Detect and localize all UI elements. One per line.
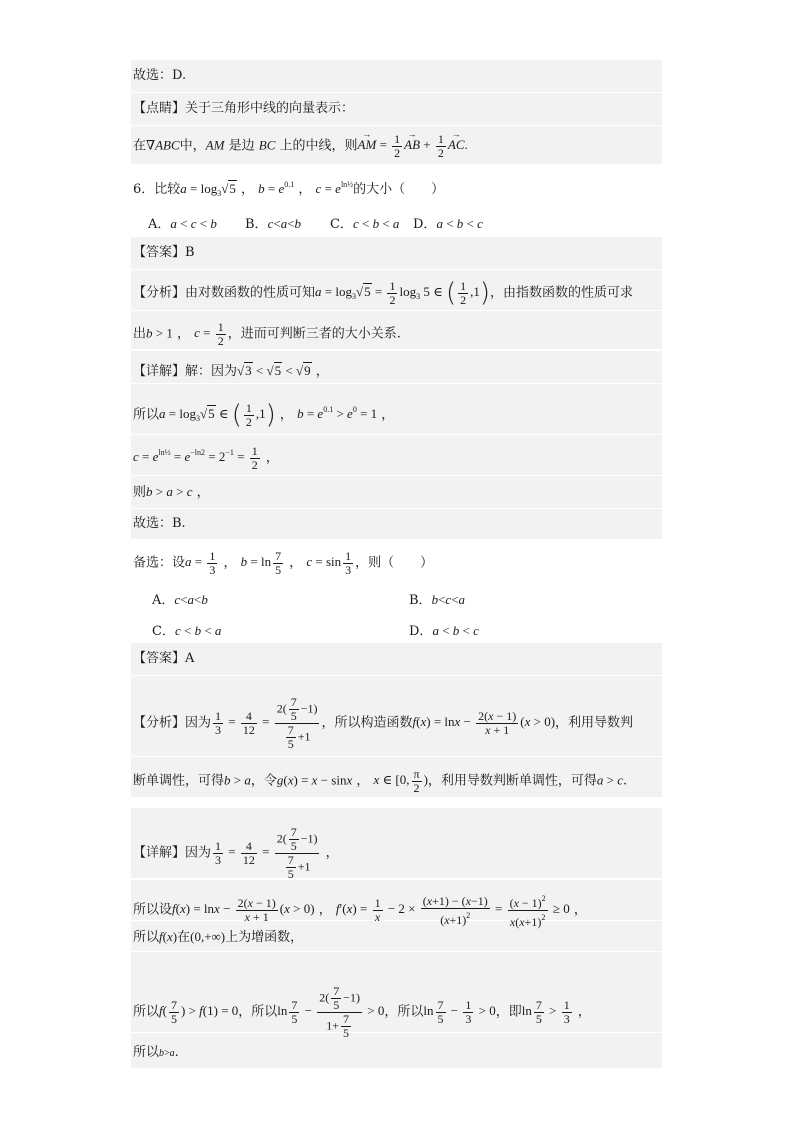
detail-2: 【详解】因为 $\frac{1}{3}$ = $\frac{4}{12}$ = 2( $\frac{7}{5}$ −1) $\frac{7}{5}$ +1 ， [133,825,339,881]
answer-1: 【答案】B [133,245,195,260]
question-6: 6．比较$a = \log_3√5$ ， $b = e^{0.1}$ ， $c = e^{ln\frac{1}{2}}$的大小（ ） [133,180,445,198]
conclusion-line-2: 故选：B. [133,516,186,531]
tip-text: 关于三角形中线的向量表示： [185,101,355,116]
conclusion-line-1: 故选：D. [133,68,187,83]
alt-option-b[interactable]: B．b<c<a [409,592,466,608]
alt-option-d[interactable]: D．a < b < c [409,623,479,639]
detail-2-line-5: 所以b>a. [133,1045,179,1060]
q6-option-b[interactable]: B．c<a<b [245,216,302,232]
q6-option-d[interactable]: D．a < b < c [413,216,483,232]
analysis-1-cont: 出b > 1 ， c = $\frac{1}{2}$ ，进而可判断三者的大小关系. [133,320,401,348]
band-1 [131,60,662,92]
detail-1-line-2: 所以$a = \log_3√5$ ∈ ( $\frac{1}{2}$ ,1) ， $b = e^{0.1} > e^0 = 1$ ， [133,400,395,431]
answer-2: 【答案】A [133,651,195,666]
q6-option-c[interactable]: C．c < b < a [330,216,400,232]
alt-option-c[interactable]: C．c < b < a [152,623,222,639]
detail-1-line-4: 则b > a > c ， [133,484,210,500]
alt-question: 备选：设a = $\frac{1}{3}$ ， b = ln $\frac{7}{5}$ ， c = sin $\frac{1}{3}$ ，则（ ） [133,549,434,577]
detail-1-line-3: $c = e^{ln\frac{1}{2}} = e^{-ln2} = 2^{-1}$ = $\frac{1}{2}$ ， [133,444,279,472]
q6-option-a[interactable]: A．a < c < b [148,216,217,232]
band-4 [131,237,662,269]
band-10 [131,476,662,508]
detail-2-line-3: 所以f(x)在(0,+∞)上为增函数， [133,929,304,945]
analysis-1: 【分析】由对数函数的性质可知$a = \log_3√5$ = $\frac{1}{2}$ $\log_3 5$ ∈ ( $\frac{1}{2}$ ,1)，由指数函数的性质可求 [133,278,634,309]
median-vector-line: 在∇ABC中，AM 是边 BC 上的中线，则→ AM = $\frac{1}{2}$ → AB + $\frac{1}{2}$ → AC. [133,133,468,160]
analysis-2: 【分析】因为 $\frac{1}{3}$ = $\frac{4}{12}$ = 2( $\frac{7}{5}$ −1) $\frac{7}{5}$ +1 ，所以构造函数f(x) = lnx − $\frac{2(x - 1)}{x + 1}$ (x > 0)，利用导数判 [133,695,634,751]
detail-2-line-2: 所以设f(x) = lnx − $\frac{2(x - 1)}{x + 1}$ (x > 0) ， f′(x) = $\frac{1}{x}$ − 2 × $\frac{(x+1) - (x-1)}{(x+1)^2}$ = $\frac{(x - 1)^2}{x(x+1)^2}$ ≥ 0 ， [133,893,587,929]
tip-tag: 【点睛】 [133,101,186,116]
alt-option-a[interactable]: A．c<a<b [152,592,208,608]
band-12 [131,643,662,675]
tip-line [133,101,354,117]
detail-1: 【详解】解：因为√3 < √5 < √9 ， [133,363,329,379]
band-11 [131,509,662,539]
analysis-2-cont: 断单调性，可得b > a，令g(x) = x − sinx ， x ∈ [0, $\frac{\pi}{2}$ )，利用导数判断单调性，可得a > c. [133,767,628,795]
detail-2-line-4: 所以f( $\frac{7}{5}$ ) > f(1) = 0，所以ln $\frac{7}{5}$ − 2( $\frac{7}{5}$ −1) 1+ $\frac{7}{5}$ > 0，所以ln $\frac{7}{5}$ − $\frac{1}{3}$ > 0，即ln $\frac{7}{5}$ > $\frac{1}{3}$ ， [133,984,591,1040]
